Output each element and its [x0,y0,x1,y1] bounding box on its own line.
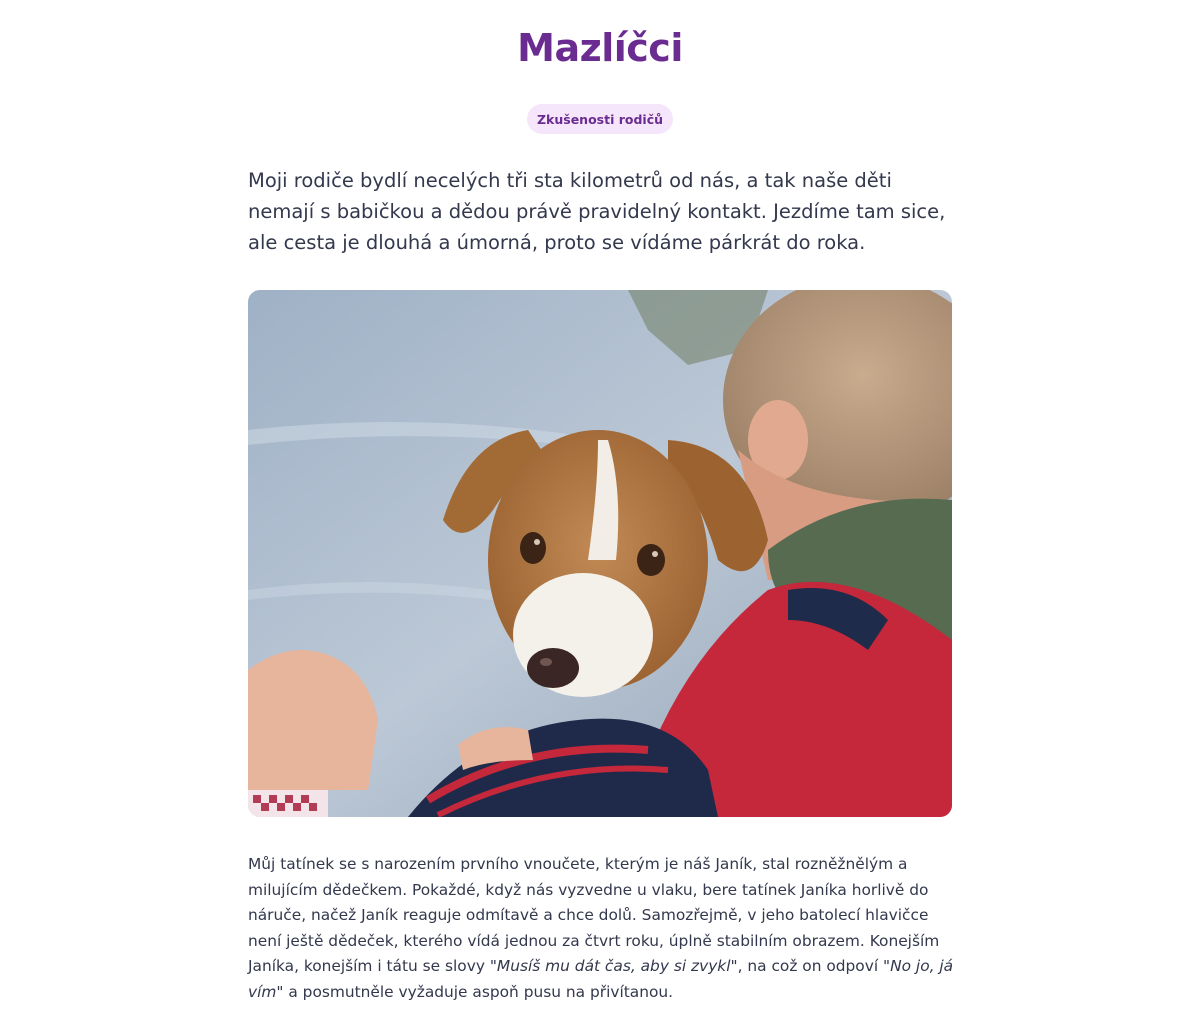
article-photo [248,290,952,817]
body-text-part1: Můj tatínek se s narozením prvního vnoučete, kterým je náš Janík, stal rozněžnělým a milujícím dědečkem. Pokaždé, když nás vyzvedne u vlaku, bere tatínek Janíka horlivě do náruče, načež Janík reaguje odmítavě a chce dolů. Samozřejmě, v jeho batolecí hlavičce není ještě dědeček, kterého vídá jednou za čtvrt roku, úplně stabilním obrazem. Konejším Janíka, konejším i tátu se slovy [248,855,940,975]
quote-give-time: "Musíš mu dát čas, aby si zvykl" [489,957,738,975]
body-paragraph [248,852,958,1005]
body-text-part3: a posmutněle vyžaduje aspoň pusu na přivítanou. [283,982,674,1001]
category-tag[interactable]: Zkušenosti rodičů [527,104,673,134]
body-text-part2: , na což on odpoví [737,957,884,975]
lead-paragraph: Moji rodiče bydlí necelých tři sta kilometrů od nás, a tak naše děti nemají s babičkou a dědou právě pravidelný kontakt. Jezdíme tam sice, ale cesta je dlouhá a úmorná, proto se vídáme párkrát do roka. [248,169,946,254]
quote-i-know: "No jo, já vím" [248,957,954,1001]
page-title: Mazlíčci [517,26,683,70]
